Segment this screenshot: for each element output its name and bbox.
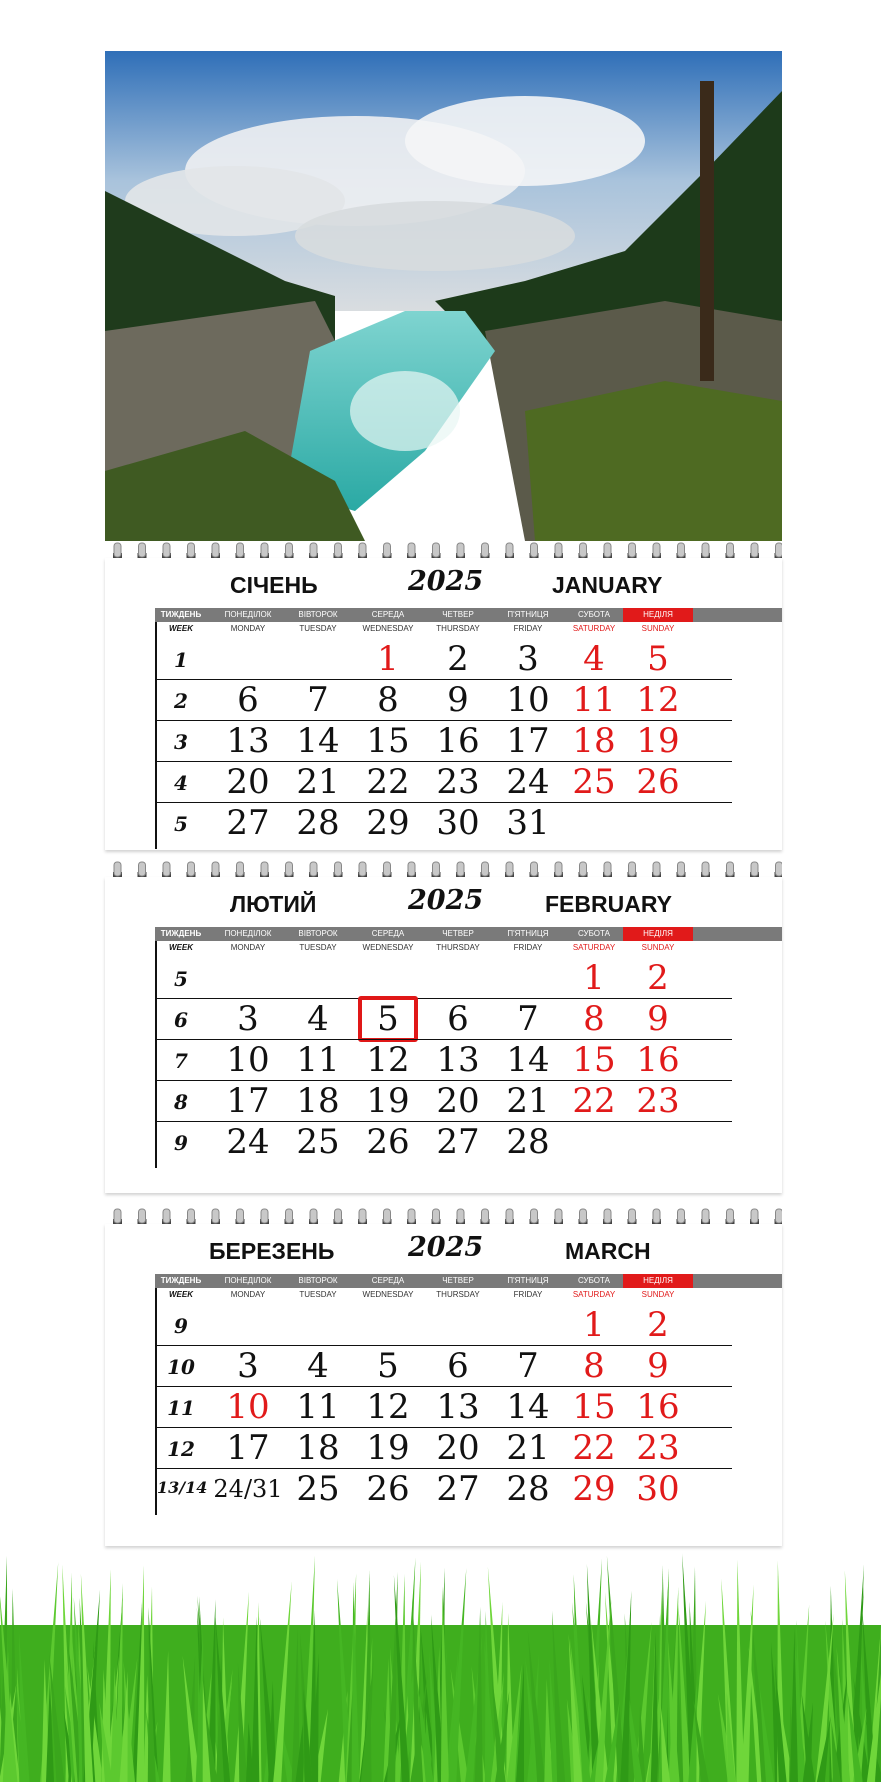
week-number: 5 xyxy=(174,967,188,991)
day-cell-23[interactable]: 23 xyxy=(636,1428,680,1468)
weekday-en-6: SUNDAY xyxy=(641,943,675,952)
weekday-ua-4: П'ЯТНИЦЯ xyxy=(507,610,549,619)
day-cell-11[interactable]: 11 xyxy=(296,1387,340,1427)
day-cell-11[interactable]: 11 xyxy=(572,680,616,720)
weekday-ua-1: ВІВТОРОК xyxy=(298,929,338,938)
month-name-en: JANUARY xyxy=(552,572,663,598)
week-header-en: WEEK xyxy=(169,943,193,952)
day-cell-24[interactable]: 24 xyxy=(226,1122,270,1162)
day-cell-31[interactable]: 31 xyxy=(506,803,550,843)
weekday-en-3: THURSDAY xyxy=(436,624,480,633)
weekday-ua-1: ВІВТОРОК xyxy=(298,610,338,619)
day-cell-20[interactable]: 20 xyxy=(226,762,270,802)
week-number: 2 xyxy=(174,689,188,713)
day-cell-3[interactable]: 3 xyxy=(237,1346,259,1386)
year: 2025 xyxy=(408,1232,484,1263)
today-highlight xyxy=(358,996,418,1042)
day-cell-1[interactable]: 1 xyxy=(377,639,399,679)
month-name-ua: БЕРЕЗЕНЬ xyxy=(209,1238,335,1264)
day-cell-22[interactable]: 22 xyxy=(366,762,410,802)
day-cell-28[interactable]: 28 xyxy=(506,1122,550,1162)
day-cell-29[interactable]: 29 xyxy=(366,803,410,843)
day-cell-21[interactable]: 21 xyxy=(506,1428,550,1468)
weekday-en-3: THURSDAY xyxy=(436,943,480,952)
week-number: 6 xyxy=(174,1008,188,1032)
week-number: 12 xyxy=(167,1437,195,1461)
day-cell-26[interactable]: 26 xyxy=(366,1469,410,1509)
week-number: 5 xyxy=(174,812,188,836)
day-cell-30[interactable]: 30 xyxy=(436,803,480,843)
day-cell-15[interactable]: 15 xyxy=(366,721,410,761)
day-cell-19[interactable]: 19 xyxy=(366,1081,410,1121)
weekday-ua-0: ПОНЕДІЛОК xyxy=(224,929,272,938)
day-cell-23[interactable]: 23 xyxy=(636,1081,680,1121)
day-cell-24-31[interactable]: 24/31 xyxy=(213,1475,283,1503)
day-cell-9[interactable]: 9 xyxy=(647,1346,669,1386)
day-cell-10[interactable]: 10 xyxy=(506,680,550,720)
grass-decoration xyxy=(0,1505,881,1782)
day-cell-1[interactable]: 1 xyxy=(583,958,605,998)
day-cell-14[interactable]: 14 xyxy=(506,1387,550,1427)
day-cell-14[interactable]: 14 xyxy=(506,1040,550,1080)
weekday-en-2: WEDNESDAY xyxy=(362,624,414,633)
month-name-en: MARCH xyxy=(565,1238,651,1264)
week-number: 3 xyxy=(174,730,188,754)
day-cell-8[interactable]: 8 xyxy=(377,680,399,720)
year: 2025 xyxy=(408,566,484,597)
week-number: 9 xyxy=(174,1314,188,1338)
day-cell-16[interactable]: 16 xyxy=(436,721,480,761)
day-cell-9[interactable]: 9 xyxy=(647,999,669,1039)
day-cell-24[interactable]: 24 xyxy=(506,762,550,802)
day-cell-18[interactable]: 18 xyxy=(296,1428,340,1468)
week-number: 11 xyxy=(167,1396,195,1420)
day-cell-18[interactable]: 18 xyxy=(296,1081,340,1121)
weekday-ua-2: СЕРЕДА xyxy=(371,929,405,938)
day-cell-4[interactable]: 4 xyxy=(307,1346,329,1386)
weekday-ua-2: СЕРЕДА xyxy=(371,610,405,619)
day-cell-22[interactable]: 22 xyxy=(572,1081,616,1121)
month-page-january xyxy=(105,558,782,850)
weekday-en-5: SATURDAY xyxy=(572,1290,616,1299)
month-page-march xyxy=(105,1224,782,1546)
day-cell-27[interactable]: 27 xyxy=(436,1469,480,1509)
day-cell-16[interactable]: 16 xyxy=(636,1387,680,1427)
weekday-en-6: SUNDAY xyxy=(641,1290,675,1299)
day-cell-6[interactable]: 6 xyxy=(447,1346,469,1386)
weekday-en-4: FRIDAY xyxy=(513,1290,543,1299)
day-cell-14[interactable]: 14 xyxy=(296,721,340,761)
weekday-ua-6: НЕДІЛЯ xyxy=(623,927,693,941)
day-cell-8[interactable]: 8 xyxy=(583,1346,605,1386)
weekday-en-4: FRIDAY xyxy=(513,943,543,952)
day-cell-15[interactable]: 15 xyxy=(572,1387,616,1427)
weekday-en-3: THURSDAY xyxy=(436,1290,480,1299)
day-cell-12[interactable]: 12 xyxy=(636,680,680,720)
weekday-ua-6: НЕДІЛЯ xyxy=(623,608,693,622)
day-cell-2[interactable]: 2 xyxy=(647,1305,669,1345)
day-cell-5[interactable]: 5 xyxy=(377,999,399,1039)
week-header-ua: ТИЖДЕНЬ xyxy=(160,1276,202,1285)
week-number: 7 xyxy=(174,1049,188,1073)
day-cell-21[interactable]: 21 xyxy=(296,762,340,802)
weekday-en-1: TUESDAY xyxy=(299,943,337,952)
day-cell-11[interactable]: 11 xyxy=(296,1040,340,1080)
day-cell-10[interactable]: 10 xyxy=(226,1387,270,1427)
weekday-ua-2: СЕРЕДА xyxy=(371,1276,405,1285)
week-number: 8 xyxy=(174,1090,188,1114)
weekday-ua-0: ПОНЕДІЛОК xyxy=(224,1276,272,1285)
day-cell-26[interactable]: 26 xyxy=(366,1122,410,1162)
month-page-february xyxy=(105,877,782,1193)
weekday-ua-3: ЧЕТВЕР xyxy=(442,929,474,938)
week-header-ua: ТИЖДЕНЬ xyxy=(160,929,202,938)
weekday-en-1: TUESDAY xyxy=(299,624,337,633)
day-cell-27[interactable]: 27 xyxy=(436,1122,480,1162)
day-cell-6[interactable]: 6 xyxy=(237,680,259,720)
weekday-en-4: FRIDAY xyxy=(513,624,543,633)
weekday-ua-1: ВІВТОРОК xyxy=(298,1276,338,1285)
weekday-ua-3: ЧЕТВЕР xyxy=(442,610,474,619)
day-cell-25[interactable]: 25 xyxy=(572,762,616,802)
weekday-en-0: MONDAY xyxy=(230,1290,266,1299)
weekday-ua-4: П'ЯТНИЦЯ xyxy=(507,929,549,938)
day-cell-28[interactable]: 28 xyxy=(506,1469,550,1509)
weekday-ua-5: СУБОТА xyxy=(578,1276,610,1285)
day-cell-8[interactable]: 8 xyxy=(583,999,605,1039)
week-number: 13/14 xyxy=(157,1478,208,1497)
day-cell-16[interactable]: 16 xyxy=(636,1040,680,1080)
weekday-en-5: SATURDAY xyxy=(572,943,616,952)
day-cell-20[interactable]: 20 xyxy=(436,1428,480,1468)
day-cell-3[interactable]: 3 xyxy=(517,639,539,679)
weekday-ua-0: ПОНЕДІЛОК xyxy=(224,610,272,619)
week-header-en: WEEK xyxy=(169,1290,193,1299)
week-header-en: WEEK xyxy=(169,624,193,633)
day-cell-26[interactable]: 26 xyxy=(636,762,680,802)
weekday-ua-4: П'ЯТНИЦЯ xyxy=(507,1276,549,1285)
day-cell-19[interactable]: 19 xyxy=(636,721,680,761)
weekday-en-6: SUNDAY xyxy=(641,624,675,633)
week-number: 10 xyxy=(167,1355,195,1379)
weekday-ua-5: СУБОТА xyxy=(578,929,610,938)
day-cell-13[interactable]: 13 xyxy=(436,1040,480,1080)
day-cell-18[interactable]: 18 xyxy=(572,721,616,761)
weekday-en-0: MONDAY xyxy=(230,943,266,952)
day-cell-17[interactable]: 17 xyxy=(506,721,550,761)
day-cell-9[interactable]: 9 xyxy=(447,680,469,720)
day-cell-10[interactable]: 10 xyxy=(226,1040,270,1080)
day-cell-28[interactable]: 28 xyxy=(296,803,340,843)
week-number: 9 xyxy=(174,1131,188,1155)
landscape-photo xyxy=(105,51,782,541)
day-cell-7[interactable]: 7 xyxy=(307,680,329,720)
month-name-en: FEBRUARY xyxy=(545,891,672,917)
week-number: 1 xyxy=(174,648,188,672)
day-cell-20[interactable]: 20 xyxy=(436,1081,480,1121)
weekday-en-2: WEDNESDAY xyxy=(362,943,414,952)
weekday-ua-6: НЕДІЛЯ xyxy=(623,1274,693,1288)
day-cell-19[interactable]: 19 xyxy=(366,1428,410,1468)
year: 2025 xyxy=(408,885,484,916)
weekday-en-2: WEDNESDAY xyxy=(362,1290,414,1299)
day-cell-15[interactable]: 15 xyxy=(572,1040,616,1080)
month-name-ua: ЛЮТИЙ xyxy=(230,891,317,917)
day-cell-22[interactable]: 22 xyxy=(572,1428,616,1468)
day-cell-12[interactable]: 12 xyxy=(366,1387,410,1427)
week-number: 4 xyxy=(174,771,188,795)
day-cell-21[interactable]: 21 xyxy=(506,1081,550,1121)
day-cell-2[interactable]: 2 xyxy=(647,958,669,998)
weekday-en-5: SATURDAY xyxy=(572,624,616,633)
month-name-ua: СІЧЕНЬ xyxy=(230,572,318,598)
day-cell-2[interactable]: 2 xyxy=(447,639,469,679)
day-cell-23[interactable]: 23 xyxy=(436,762,480,802)
day-cell-7[interactable]: 7 xyxy=(517,999,539,1039)
day-cell-4[interactable]: 4 xyxy=(583,639,605,679)
week-header-ua: ТИЖДЕНЬ xyxy=(160,610,202,619)
day-cell-12[interactable]: 12 xyxy=(366,1040,410,1080)
day-cell-13[interactable]: 13 xyxy=(436,1387,480,1427)
weekday-en-1: TUESDAY xyxy=(299,1290,337,1299)
weekday-ua-5: СУБОТА xyxy=(578,610,610,619)
day-cell-1[interactable]: 1 xyxy=(583,1305,605,1345)
day-cell-13[interactable]: 13 xyxy=(226,721,270,761)
day-cell-25[interactable]: 25 xyxy=(296,1469,340,1509)
weekday-ua-3: ЧЕТВЕР xyxy=(442,1276,474,1285)
day-cell-7[interactable]: 7 xyxy=(517,1346,539,1386)
day-cell-29[interactable]: 29 xyxy=(572,1469,616,1509)
day-cell-6[interactable]: 6 xyxy=(447,999,469,1039)
weekday-en-0: MONDAY xyxy=(230,624,266,633)
day-cell-5[interactable]: 5 xyxy=(647,639,669,679)
day-cell-17[interactable]: 17 xyxy=(226,1081,270,1121)
day-cell-17[interactable]: 17 xyxy=(226,1428,270,1468)
day-cell-25[interactable]: 25 xyxy=(296,1122,340,1162)
day-cell-30[interactable]: 30 xyxy=(636,1469,680,1509)
day-cell-4[interactable]: 4 xyxy=(307,999,329,1039)
day-cell-3[interactable]: 3 xyxy=(237,999,259,1039)
day-cell-27[interactable]: 27 xyxy=(226,803,270,843)
day-cell-5[interactable]: 5 xyxy=(377,1346,399,1386)
